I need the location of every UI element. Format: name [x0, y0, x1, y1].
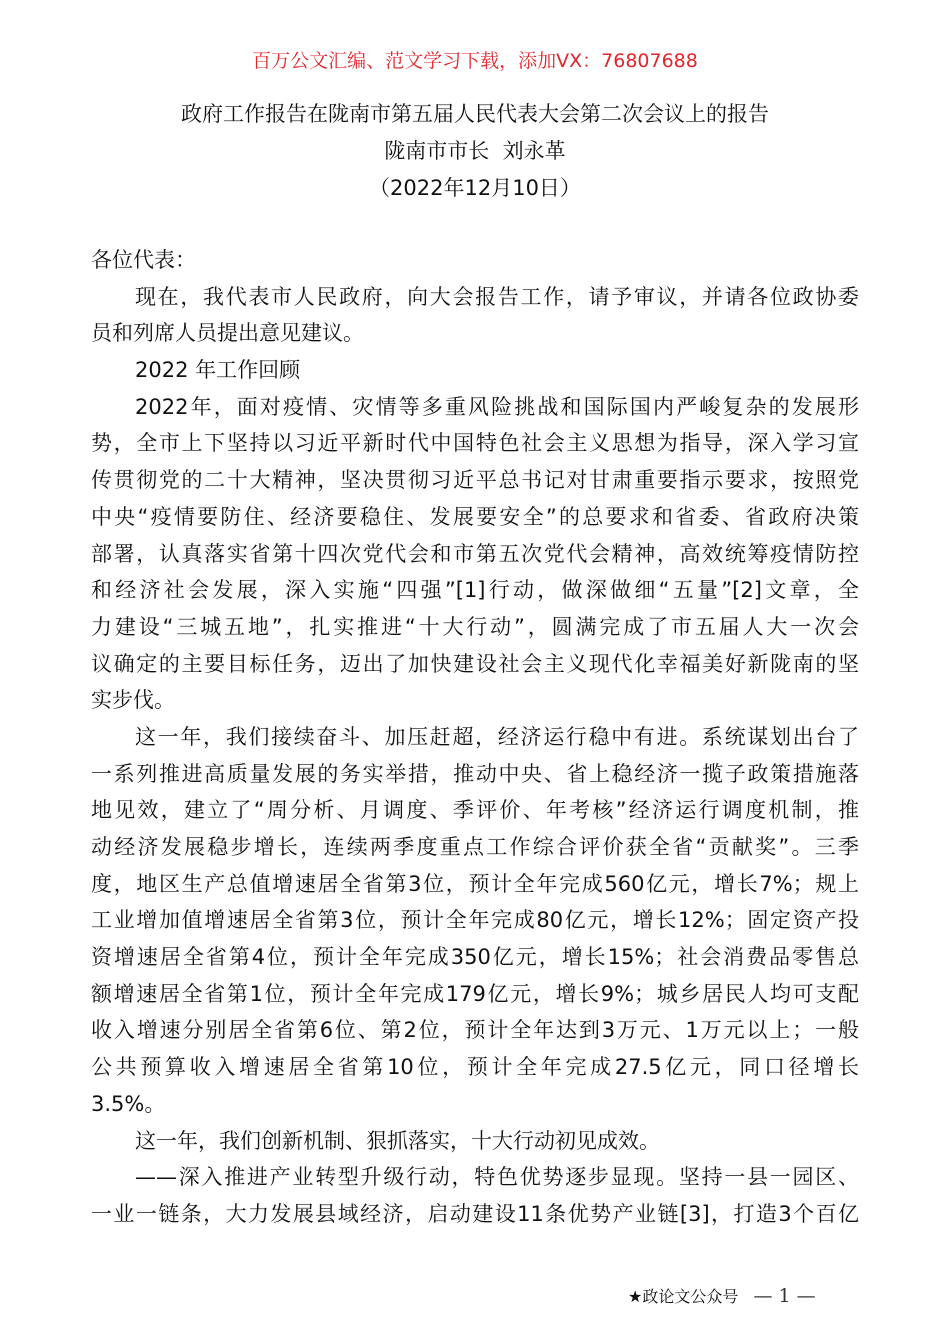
text-line: 现在，我代表市人民政府，向大会报告工作，请予审议，并请各位政协委: [135, 284, 859, 309]
text-line: 议确定的主要目标任务，迈出了加快建设社会主义现代化幸福美好新陇南的坚: [91, 651, 859, 676]
text-line: 实步伐。: [91, 688, 175, 713]
text-line: 工业增加值增速居全省第3位，预计全年完成80亿元，增长12%；固定资产投: [91, 908, 859, 933]
text-line: 动经济发展稳步增长，连续两季度重点工作综合评价获全省“贡献奖”。三季: [91, 835, 859, 859]
text-line: 中央“疫情要防住、经济要稳住、发展要安全”的总要求和省委、省政府决策: [91, 504, 859, 529]
text-line: 2022年，面对疫情、灾情等多重风险挑战和国际国内严峻复杂的发展形: [135, 394, 859, 419]
text-line: 度，地区生产总值增速居全省第3位，预计全年完成560亿元，增长7%；规上: [91, 871, 859, 896]
text-line: 力建设“三城五地”，扎实推进“十大行动”，圆满完成了市五届人大一次会: [91, 614, 859, 639]
text-line: 和经济社会发展，深入实施“四强”[1]行动，做深做细“五量”[2]文章，全: [91, 578, 859, 603]
text-line: 地见效，建立了“周分析、月调度、季评价、年考核”经济运行调度机制，推: [91, 798, 859, 823]
text-line: 收入增速分别居全省第6位、第2位，预计全年达到3万元、1万元以上；一般: [91, 1018, 859, 1043]
download-banner: 百万公文汇编、范文学习下载，添加VX：76807688: [252, 50, 698, 72]
text-line: 这一年，我们创新机制、狠抓落实，十大行动初见成效。: [135, 1128, 660, 1153]
page-number: — 1 —: [753, 1285, 816, 1307]
text-line: 部署，认真落实省第十四次党代会和市第五次党代会精神，高效统筹疫情防控: [91, 541, 859, 566]
paragraph: [91, 352, 859, 389]
paragraph: [91, 389, 859, 719]
text-line: 资增速居全省第4位，预计全年完成350亿元，增长15%；社会消费品零售总: [91, 945, 859, 970]
page-footer: [628, 1284, 816, 1307]
text-line: 势，全市上下坚持以习近平新时代中国特色社会主义思想为指导，深入学习宣: [91, 431, 859, 456]
text-line: 额增速居全省第1位，预计全年完成179亿元，增长9%；城乡居民人均可支配: [91, 981, 859, 1006]
paragraph: [91, 719, 859, 1123]
text-line: 这一年，我们接续奋斗、加压赶超，经济运行稳中有进。系统谋划出台了: [135, 724, 859, 749]
report-date: （2022年12月10日）: [369, 176, 581, 200]
text-line: 2022 年工作回顾: [135, 358, 301, 383]
footer-source: ★政论文公众号: [628, 1287, 739, 1306]
report-body: [91, 242, 859, 1233]
text-line: 各位代表：: [91, 248, 196, 272]
text-line: 员和列席人员提出意见建议。: [91, 321, 364, 346]
paragraph: [91, 242, 859, 279]
report-author: 陇南市市长 刘永革: [384, 139, 566, 163]
text-line: ——深入推进产业转型升级行动，特色优势逐步显现。坚持一县一园区、: [135, 1165, 859, 1190]
paragraph: [91, 1123, 859, 1160]
paragraph: [91, 279, 859, 352]
text-line: 传贯彻党的二十大精神，坚决贯彻习近平总书记对甘肃重要指示要求，按照党: [91, 468, 859, 493]
text-line: 一系列推进高质量发展的务实举措，推动中央、省上稳经济一揽子政策措施落: [91, 761, 859, 786]
text-line: 公共预算收入增速居全省第10位，预计全年完成27.5亿元，同口径增长: [91, 1055, 859, 1080]
report-title: 政府工作报告在陇南市第五届人民代表大会第二次会议上的报告: [181, 102, 769, 126]
text-line: 一业一链条，大力发展县域经济，启动建设11条优势产业链[3]，打造3个百亿: [91, 1201, 859, 1226]
paragraph: [91, 1159, 859, 1232]
text-line: 3.5%。: [91, 1091, 166, 1116]
